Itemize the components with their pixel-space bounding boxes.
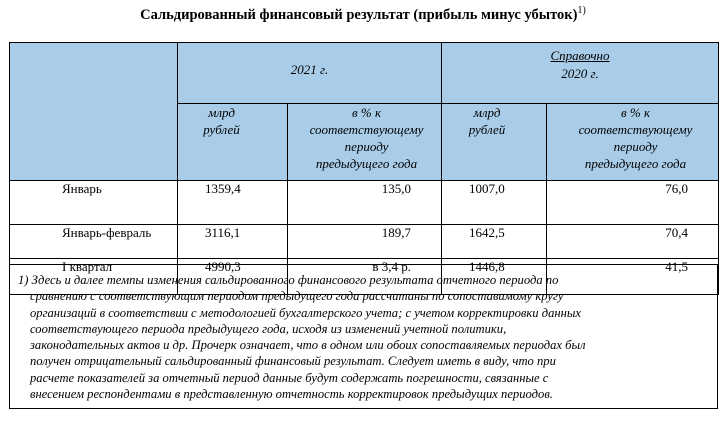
cell-2021-pct: в 3,4 р. (288, 259, 442, 295)
footnote-line: сравнению с соответствующим периодом предыдущего года рассчитаны по сопоставимому кругу (30, 289, 564, 304)
header-2021-pct-line1: в % к (351, 105, 382, 120)
header-2021-label: 2021 г. (290, 62, 329, 77)
footnote-line: 1) Здесь и далее темпы изменения сальдированного финансового результата отчетного периода по (18, 273, 559, 287)
header-2020-ref-label: Справочно (550, 48, 610, 63)
page-title (0, 5, 726, 25)
footnote-line: расчете показателей за отчетный период данные будут содержать погрешности, связанные с (30, 370, 549, 385)
cell-2020-bn: 1642,5 (442, 225, 547, 259)
cell-2021-bn: 3116,1 (178, 225, 288, 259)
header-2020-pct-line3: периоду (613, 139, 658, 154)
title-footnote-mark: 1) (577, 5, 586, 16)
footnote-box (9, 264, 718, 409)
header-group-2021 (178, 43, 442, 104)
cell-2020-pct: 41,5 (547, 259, 719, 295)
cell-2020-pct: 76,0 (547, 181, 719, 225)
table-row (10, 225, 719, 259)
header-2020-pct (547, 104, 719, 181)
header-2021-bn (178, 104, 288, 181)
financial-result-table (9, 42, 719, 295)
cell-2020-bn: 1446,8 (442, 259, 547, 295)
header-2021-pct-line2: соответствующему (309, 122, 424, 137)
cell-2020-bn: 1007,0 (442, 181, 547, 225)
cell-2021-pct: 189,7 (288, 225, 442, 259)
header-2021-bn-line1: млрд (208, 105, 235, 120)
header-2020-year-label: 2020 г. (561, 66, 599, 81)
header-2021-bn-line2: рублей (203, 122, 240, 137)
header-empty-cell (10, 43, 178, 181)
table-row (10, 181, 719, 225)
header-2020-bn (442, 104, 547, 181)
row-label: Январь-февраль (10, 225, 178, 259)
header-2020-pct-line2: соответствующему (578, 122, 693, 137)
header-2020-pct-line1: в % к (620, 105, 651, 120)
cell-2021-pct: 135,0 (288, 181, 442, 225)
header-group-2020 (442, 43, 719, 104)
cell-2021-bn: 1359,4 (178, 181, 288, 225)
footnote-line: получен отрицательный сальдированный финансовый результат. Следует иметь в виду, что при (30, 354, 556, 369)
header-row-groups (10, 43, 719, 104)
header-2021-pct (288, 104, 442, 181)
footnote-line: организаций в соответствии с методологией бухгалтерского учета; с учетом корректировки данных (30, 305, 581, 320)
footnote-line: соответствующего периода предыдущего года, исходя из изменений учетной политики, (30, 321, 507, 336)
cell-2020-pct: 70,4 (547, 225, 719, 259)
header-2021-pct-line3: периоду (344, 139, 389, 154)
row-label: Январь (10, 181, 178, 225)
footnote-line: внесением респондентами в представленную отчетность корректировок предыдущих периодов. (30, 387, 553, 402)
header-2020-bn-line2: рублей (468, 122, 506, 137)
footnote-line: законодательных актов и др. Прочерк означает, что в одном или обоих сопоставляемых периодах был (30, 338, 586, 353)
row-label: I квартал (10, 259, 178, 295)
header-2021-pct-line4: предыдущего года (315, 156, 418, 171)
cell-2021-bn: 4990,3 (178, 259, 288, 295)
header-2020-pct-line4: предыдущего года (584, 156, 687, 171)
title-text: Сальдированный финансовый результат (прибыль минус убыток) (140, 7, 578, 23)
header-2020-bn-line1: млрд (473, 105, 501, 120)
